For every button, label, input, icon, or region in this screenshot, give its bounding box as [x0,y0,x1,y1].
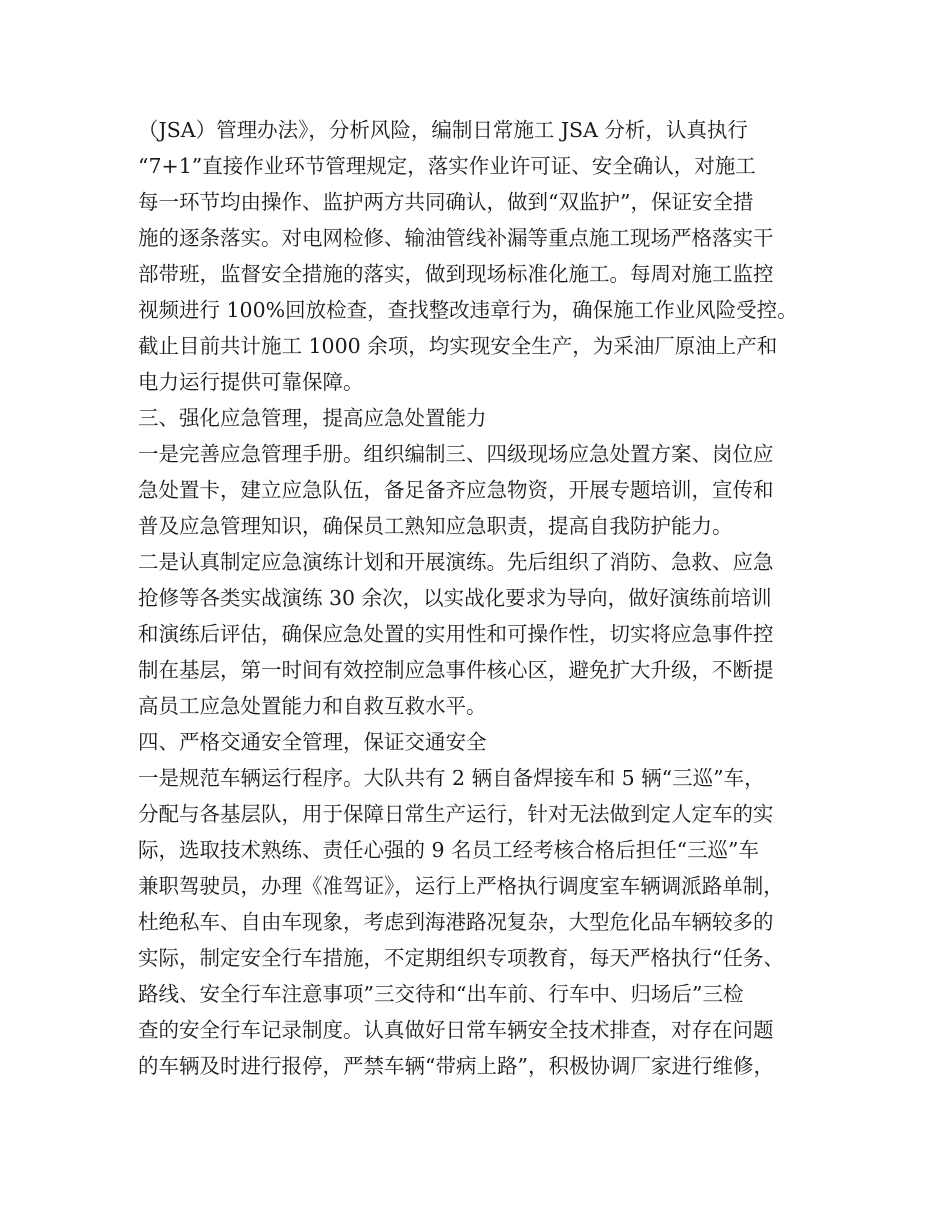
document-body [138,112,828,1084]
text-line: 二是认真制定应急演练计划和开展演练。先后组织了消防、急救、应急 [138,550,774,574]
text-line: 兼职驾驶员，办理《准驾证》，运行上严格执行调度室车辆调派路单制， [138,874,784,898]
text-line: 杜绝私车、自由车现象，考虑到海港路况复杂，大型危化品车辆较多的 [138,910,774,934]
section-heading: 四、严格交通安全管理，保证交通安全 [138,730,487,754]
text-line: 和演练后评估，确保应急处置的实用性和可操作性，切实将应急事件控 [138,622,774,646]
text-line: 一是规范车辆运行程序。大队共有 2 辆自备焊接车和 5 辆“三巡”车， [138,766,765,790]
text-line: 的车辆及时进行报停，严禁车辆“带病上路”，积极协调厂家进行维修， [138,1054,774,1078]
text-line: 分配与各基层队，用于保障日常生产运行，针对无法做到定人定车的实 [138,802,774,826]
text-line: 部带班，监督安全措施的落实，做到现场标准化施工。每周对施工监控 [138,262,774,286]
text-line: “7+1”直接作业环节管理规定，落实作业许可证、安全确认，对施工 [138,154,756,178]
text-line: （JSA）管理办法》，分析风险，编制日常施工 JSA 分析，认真执行 [138,118,748,142]
text-line: 施的逐条落实。对电网检修、输油管线补漏等重点施工现场严格落实干 [138,226,774,250]
text-line: 每一环节均由操作、监护两方共同确认，做到“双监护”，保证安全措 [138,190,754,214]
text-line: 制在基层，第一时间有效控制应急事件核心区，避免扩大升级，不断提 [138,658,774,682]
text-line: 抢修等各类实战演练 30 余次，以实战化要求为导向，做好演练前培训 [138,586,772,610]
text-line: 查的安全行车记录制度。认真做好日常车辆安全技术排查，对存在问题 [138,1018,774,1042]
text-line: 一是完善应急管理手册。组织编制三、四级现场应急处置方案、岗位应 [138,442,774,466]
text-line: 急处置卡，建立应急队伍，备足备齐应急物资，开展专题培训，宣传和 [138,478,774,502]
text-line: 路线、安全行车注意事项”三交待和“出车前、行车中、归场后”三检 [138,982,744,1006]
text-line: 截止目前共计施工 1000 余项，均实现安全生产，为采油厂原油上产和 [138,334,778,358]
text-line: 实际，制定安全行车措施，不定期组织专项教育，每天严格执行“任务、 [138,946,784,970]
text-line: 高员工应急处置能力和自救互救水平。 [138,694,487,718]
text-line: 际，选取技术熟练、责任心强的 9 名员工经考核合格后担任“三巡”车 [138,838,760,862]
text-line: 视频进行 100%回放检查，查找整改违章行为，确保施工作业风险受控。 [138,298,798,322]
text-line: 电力运行提供可靠保障。 [138,370,364,394]
text-line: 普及应急管理知识，确保员工熟知应急职责，提高自我防护能力。 [138,514,733,538]
section-heading: 三、强化应急管理，提高应急处置能力 [138,406,487,430]
